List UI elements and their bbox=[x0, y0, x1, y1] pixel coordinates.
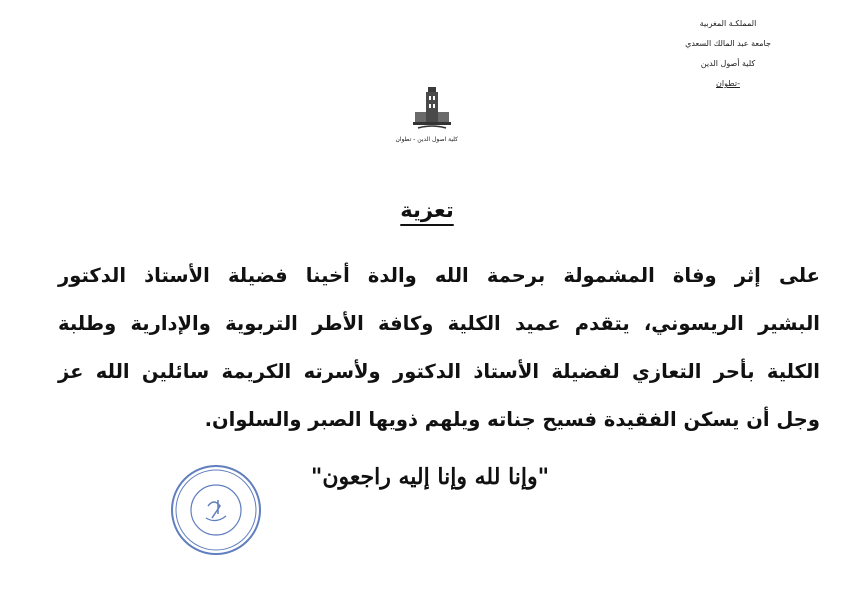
body-line: وجل أن يسكن الفقيدة فسيح جناته ويلهم ذويها الصبر والسلوان. bbox=[204, 408, 820, 431]
body-line: على إثر وفاة المشمولة برحمة الله والدة أخينا فضيلة الأستاذ الدكتور bbox=[58, 264, 820, 287]
minaret-logo-icon bbox=[412, 84, 452, 130]
quran-quote: "وإنا لله وإنا إليه راجعون" bbox=[310, 464, 550, 490]
letterhead-city: -تطوان bbox=[716, 79, 740, 88]
faculty-logo bbox=[395, 84, 458, 143]
letterhead bbox=[668, 14, 788, 94]
letterhead-faculty: كلية أصول الدين bbox=[700, 59, 756, 68]
body-line: الكلية بأحر التعازي لفضيلة الأستاذ الدكتور ولأسرته الكريمة سائلين الله عز bbox=[58, 360, 820, 383]
logo-caption: كلية اصول الدين - تطوان bbox=[395, 136, 458, 143]
body-line: البشير الريسوني، يتقدم عميد الكلية وكافة الأطر التربوية والإدارية وطلبة bbox=[58, 312, 820, 335]
title-text: تعزية bbox=[400, 198, 454, 222]
faculty-stamp bbox=[168, 462, 264, 558]
stamp-seal-icon bbox=[168, 462, 264, 558]
letterhead-country: المملكـة المغربية bbox=[699, 19, 757, 28]
condolence-body bbox=[58, 252, 820, 444]
page-title bbox=[0, 198, 854, 222]
letterhead-university: جامعة عبد المالك السعدي bbox=[685, 39, 771, 48]
